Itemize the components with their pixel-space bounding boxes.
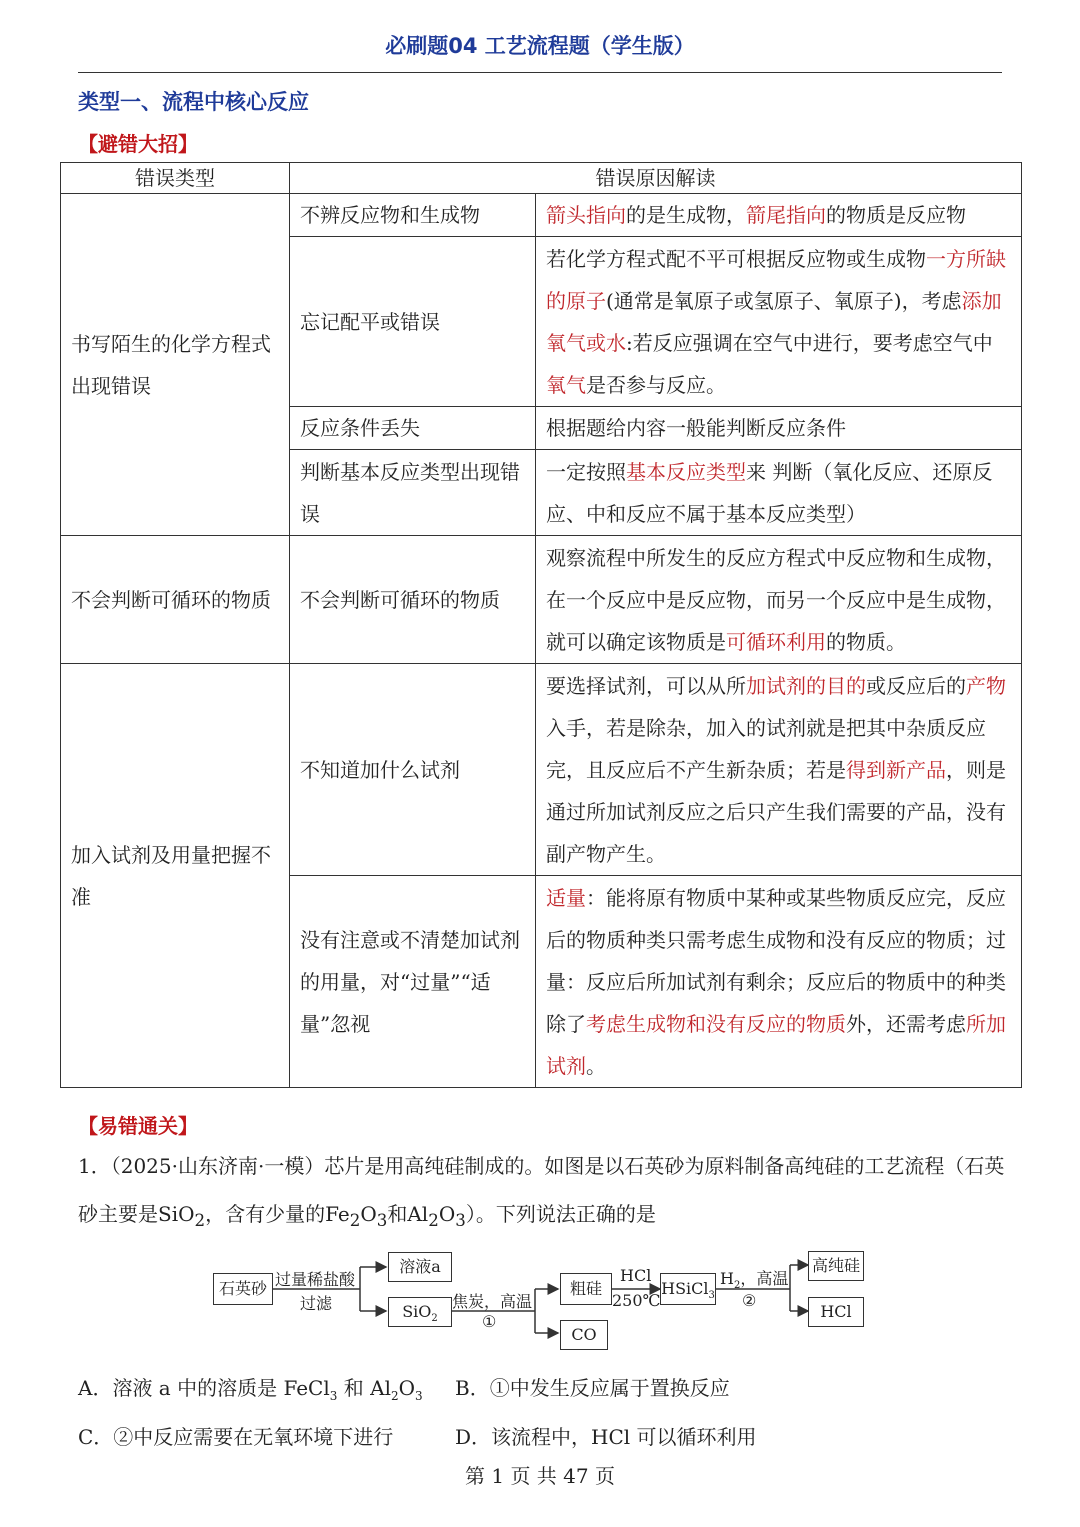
option-c[interactable]: C．②中反应需要在无氧环境下进行	[78, 1425, 394, 1449]
reason-cell: 适量：能将原有物质中某种或某些物质反应完，反应后的物质种类只需考虑生成物和没有反应的物质；过量：反应后所加试剂有剩余；反应后的物质中的种类除了考虑生成物和没有反应的物质外，还需考虑所加试剂。	[536, 876, 1022, 1088]
col-header-type: 错误类型	[61, 163, 290, 194]
label-temp: 250℃	[612, 1291, 661, 1310]
page-header: 必刷题04 工艺流程题（学生版）	[385, 34, 695, 58]
type-cell-cycle: 不会判断可循环的物质	[61, 536, 290, 664]
sub-cell: 不知道加什么试剂	[290, 664, 536, 876]
sub-cell: 不会判断可循环的物质	[290, 536, 536, 664]
reason-cell: 观察流程中所发生的反应方程式中反应物和生成物，在一个反应中是反应物，而另一个反应中是生成物，就可以确定该物质是可循环利用的物质。	[536, 536, 1022, 664]
reason-cell: 要选择试剂，可以从所加试剂的目的或反应后的产物入手，若是除杂，加入的试剂就是把其中杂质反应完，且反应后不产生新杂质；若是得到新产品，则是通过所加试剂反应之后只产生我们需要的产品，没有副产物产生。	[536, 664, 1022, 876]
option-d[interactable]: D．该流程中，HCl 可以循环利用	[455, 1425, 757, 1449]
label-acid: 过量稀盐酸	[275, 1270, 356, 1289]
box-sio2: SiO$_2$	[388, 1297, 452, 1327]
tips-label: 【避错大招】	[78, 132, 198, 156]
label-coke: 焦炭，高温	[452, 1292, 533, 1311]
question-text: 1．（2025·山东济南·一模）芯片是用高纯硅制成的。如图是以石英砂为原料制备高纯硅的工艺流程（石英砂主要是SiO$_2$，含有少量的$Fe_2O_3$和$Al_2O_3$）。下列说法正确的是	[78, 1154, 1005, 1230]
label-filter: 过滤	[300, 1294, 333, 1313]
section-title: 类型一、流程中核心反应	[78, 90, 309, 114]
sub-cell: 没有注意或不清楚加试剂的用量，对“过量”“适量”忽视	[290, 876, 536, 1088]
option-a[interactable]: A．溶液 a 中的溶质是 FeCl$_3$ 和 $Al_2O_3$	[78, 1376, 423, 1403]
label-h2-cond: $H_2$，高温	[720, 1269, 789, 1292]
label-step2: ②	[742, 1291, 757, 1310]
label-hcl-cond: HCl	[620, 1266, 652, 1285]
box-quartz: 石英砂	[213, 1273, 273, 1305]
box-solution-a: 溶液a	[388, 1252, 452, 1282]
error-table	[60, 162, 1022, 1088]
box-hcl-out: HCl	[808, 1297, 864, 1327]
label-step1: ①	[482, 1312, 497, 1331]
type-cell-equation: 书写陌生的化学方程式出现错误	[61, 194, 290, 536]
box-crude-si: 粗硅	[560, 1273, 612, 1305]
option-b[interactable]: B．①中发生反应属于置换反应	[455, 1376, 730, 1400]
type-cell-reagent: 加入试剂及用量把握不准	[61, 664, 290, 1088]
page-footer: 第 1 页 共 47 页	[465, 1464, 615, 1488]
sub-cell: 判断基本反应类型出现错误	[290, 450, 536, 536]
col-header-reason: 错误原因解读	[290, 163, 1022, 194]
reason-cell: 一定按照基本反应类型来 判断（氧化反应、还原反应、中和反应不属于基本反应类型）	[536, 450, 1022, 536]
reason-cell: 若化学方程式配不平可根据反应物或生成物一方所缺的原子(通常是氧原子或氢原子、氧原子)，考虑添加氧气或水:若反应强调在空气中进行，要考虑空气中氧气是否参与反应。	[536, 237, 1022, 407]
practice-label: 【易错通关】	[78, 1114, 198, 1138]
box-co: CO	[560, 1320, 608, 1350]
header-divider	[78, 72, 1002, 73]
box-pure-si: 高纯硅	[808, 1251, 864, 1281]
reason-cell: 箭头指向的是生成物，箭尾指向的物质是反应物	[536, 194, 1022, 237]
sub-cell: 反应条件丢失	[290, 407, 536, 450]
box-hsicl3: HSiCl$_3$	[660, 1273, 716, 1305]
sub-cell: 忘记配平或错误	[290, 237, 536, 407]
reason-cell: 根据题给内容一般能判断反应条件	[536, 407, 1022, 450]
sub-cell: 不辨反应物和生成物	[290, 194, 536, 237]
